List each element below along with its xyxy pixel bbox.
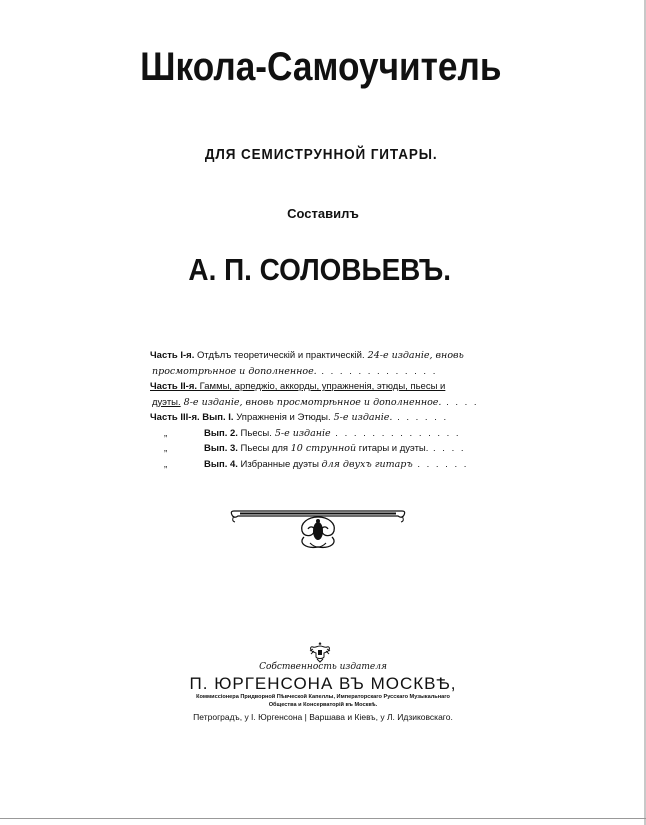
ditto-mark: „ xyxy=(164,427,168,439)
part2-line2: дуэты. xyxy=(152,396,181,408)
part1-edition: 24-е изданіе, вновь xyxy=(364,350,464,361)
vyp2-label: Вып. 2. xyxy=(204,427,238,439)
page-title: Школа-Самоучитель xyxy=(140,45,502,89)
vyp3-edition: 10 струнной xyxy=(290,443,357,454)
commission-text xyxy=(0,693,646,709)
ornament-divider-icon xyxy=(228,507,408,552)
part3-label: Часть III-я. Вып. I. xyxy=(150,412,234,423)
contents-list xyxy=(150,348,479,472)
commission-line-2: Общества и Консерваторій въ Москвѣ. xyxy=(268,702,378,708)
contents-row-vyp2 xyxy=(150,426,462,442)
bottom-rule xyxy=(0,818,646,819)
vyp3-label: Вып. 3. xyxy=(204,443,238,454)
part3-text: Упражненія и Этюды. xyxy=(233,412,331,423)
leader-dots: . . . . . . . . . . . . . . xyxy=(330,427,461,439)
vyp4-label: Вып. 4. xyxy=(204,458,238,470)
ditto-mark: „ xyxy=(164,458,168,470)
part1-text: Отдѣлъ теоретическій и практическій. xyxy=(194,350,365,361)
leader-dots: . . . . xyxy=(428,443,466,454)
publisher-name: П. ЮРГЕНСОНА ВЪ МОСКВѢ, xyxy=(189,674,457,693)
vyp2-edition: 5-е изданіе xyxy=(271,427,331,439)
double-headed-eagle-emblem-icon xyxy=(308,640,332,664)
author-name: А. П. СОЛОВЬЕВЪ. xyxy=(188,252,451,287)
vyp3-text2: гитары и дуэты. xyxy=(356,443,429,454)
leader-dots: . . . . xyxy=(441,396,479,408)
vyp2-text: Пьесы. xyxy=(237,427,272,439)
branches-line: Петроградъ, у I. Юргенсона | Варшава и Кіевъ, у Л. Идзиковскаго. xyxy=(193,712,453,722)
part3-edition: 5-е изданіе. xyxy=(330,412,393,423)
page-subtitle: ДЛЯ СЕМИСТРУННОЙ ГИТАРЫ. xyxy=(204,146,438,163)
contents-row-part3 xyxy=(150,410,462,426)
vyp4-edition: для двухъ гитаръ xyxy=(321,458,413,470)
vyp4-text: Избранные дуэты xyxy=(237,458,322,470)
commission-line-1: Коммиссіонера Придворной Пѣвческой Капеллы, Императорскаго Русскаго Музыкальнаго xyxy=(196,694,450,700)
part2-label: Часть II-я. xyxy=(150,381,197,392)
contents-row-part1-cont xyxy=(150,364,462,380)
part2-text: Гаммы, арпеджіо, аккорды, упражненія, этюды, пьесы и xyxy=(197,381,446,392)
ditto-mark: „ xyxy=(164,443,168,454)
leader-dots: . . . . . . xyxy=(412,458,469,470)
property-line: Собственность издателя xyxy=(259,662,387,672)
leader-dots: . . . . . . xyxy=(392,412,449,423)
part2-edition: 8-е изданіе, вновь просмотрѣнное и дополненное. xyxy=(180,396,442,408)
contents-row-vyp4 xyxy=(150,457,469,473)
vyp3-text: Пьесы для xyxy=(237,443,291,454)
leader-dots: . . . . . . . . . . . . . xyxy=(316,365,438,377)
contents-row-part1 xyxy=(150,348,462,364)
compiled-by-label: Составилъ xyxy=(287,206,359,221)
part1-label: Часть I-я. xyxy=(150,350,195,361)
part1-line2: просмотрѣнное и дополненное. xyxy=(152,365,317,377)
contents-row-part2 xyxy=(150,379,462,395)
contents-row-part2-cont xyxy=(150,395,479,411)
contents-row-vyp3 xyxy=(150,441,466,457)
